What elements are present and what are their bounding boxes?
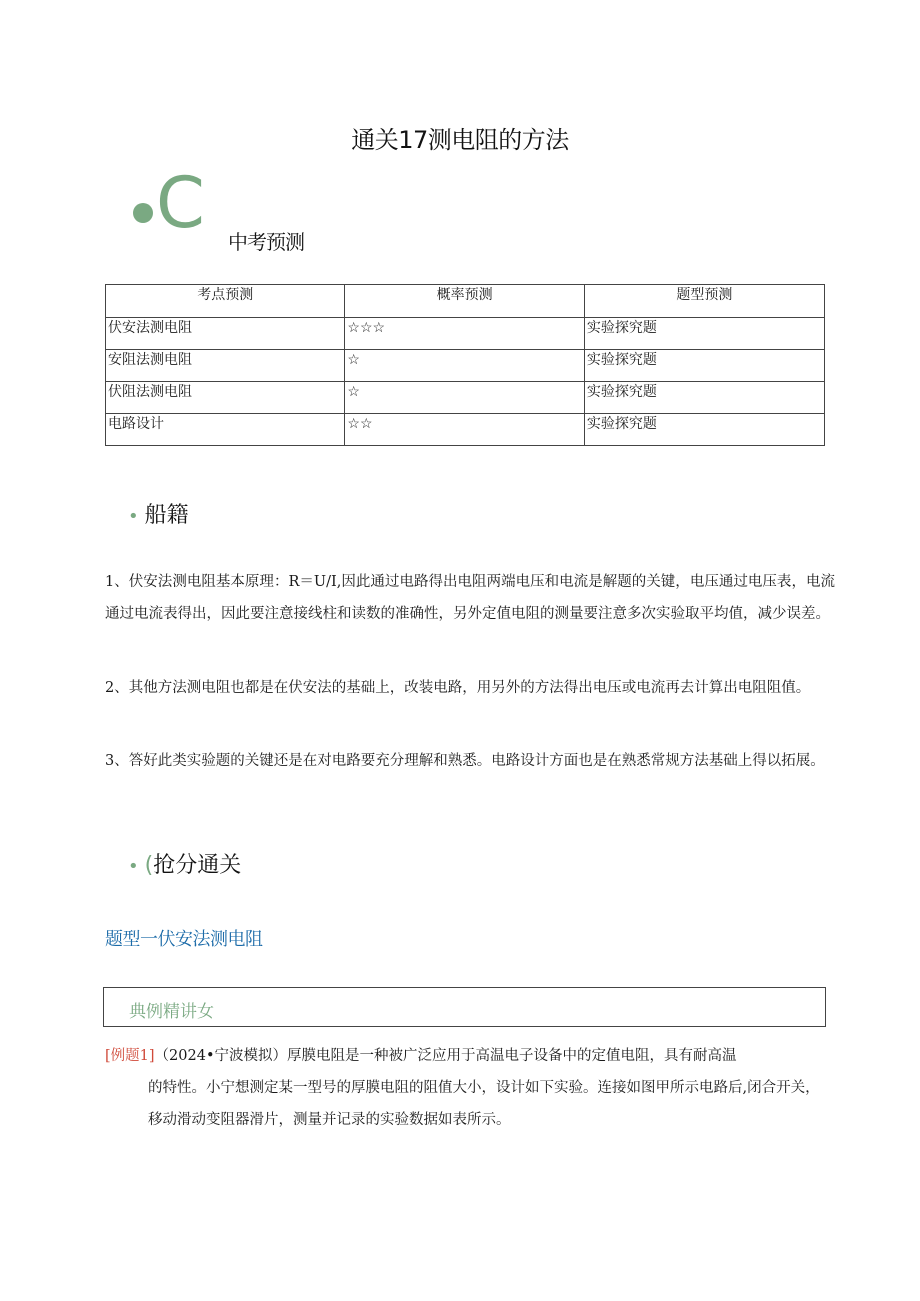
table-cell: 伏安法测电阻 [106,318,345,350]
section-title-forecast: 中考预测 [228,230,304,254]
paragraph: 2、其他方法测电阻也都是在伏安法的基础上，改装电路，用另外的方法得出电压或电流再去计算出电阻阻值。 [105,680,811,696]
table-row [106,318,825,350]
section-heading-text: 船籍 [144,503,189,528]
table-cell: ☆☆ [345,414,584,446]
example-box [103,987,826,1027]
table-header-cell: 考点预测 [106,285,345,318]
table-cell: 实验探究题 [584,382,824,414]
table-cell: ☆ [345,350,584,382]
section-heading-tips [128,498,189,529]
page-title: 通关17测电阻的方法 [351,126,569,154]
paragraph: 3、答好此类实验题的关键还是在对电路要充分理解和熟悉。电路设计方面也是在熟悉常规方法基础上得以拓展。 [105,753,825,769]
example-continuation: 的特性。小宁想测定某一型号的厚膜电阻的阻值大小，设计如下实验。连接如图甲所示电路后,闭合开关，移动滑动变阻器滑片，测量并记录的实验数据如表所示。 [148,1080,820,1128]
table-header-cell: 概率预测 [345,285,584,318]
example-line1: （2024•宁波模拟）厚膜电阻是一种被广泛应用于高温电子设备中的定值电阻，具有耐高温 [154,1048,737,1064]
bullet-icon: • [128,506,139,527]
paragraph: 1、伏安法测电阻基本原理：R＝U/I,因此通过电路得出电阻两端电压和电流是解题的关键，电压通过电压表，电流通过电流表得出，因此要注意接线柱和读数的准确性，另外定值电阻的测量要注意多次实验取平均值，减少误差。 [105,574,835,622]
example-label: [例题1] [105,1048,155,1064]
table-cell: ☆ [345,382,584,414]
table-cell: 实验探究题 [584,350,824,382]
table-row [106,382,825,414]
table-row [106,414,825,446]
table-header-row [106,285,825,318]
logo-letter: C [156,162,201,244]
table-cell: 安阻法测电阻 [106,350,345,382]
example-box-label: 典例精讲女 [129,1002,214,1022]
bullet-icon: • [128,856,139,877]
section-heading-text: 抢分通关 [153,853,242,878]
table-cell: 实验探究题 [584,318,824,350]
section-heading-score [128,848,241,879]
table-cell: 电路设计 [106,414,345,446]
example-text [105,1040,830,1136]
logo-dot-icon [133,203,153,223]
table-header-cell: 题型预测 [584,285,824,318]
paren-mark: ( [144,853,154,878]
table-cell: 伏阻法测电阻 [106,382,345,414]
question-type-title: 题型一伏安法测电阻 [105,929,263,950]
table-cell: 实验探究题 [584,414,824,446]
table-row [106,350,825,382]
forecast-table [105,284,825,446]
table-cell: ☆☆☆ [345,318,584,350]
